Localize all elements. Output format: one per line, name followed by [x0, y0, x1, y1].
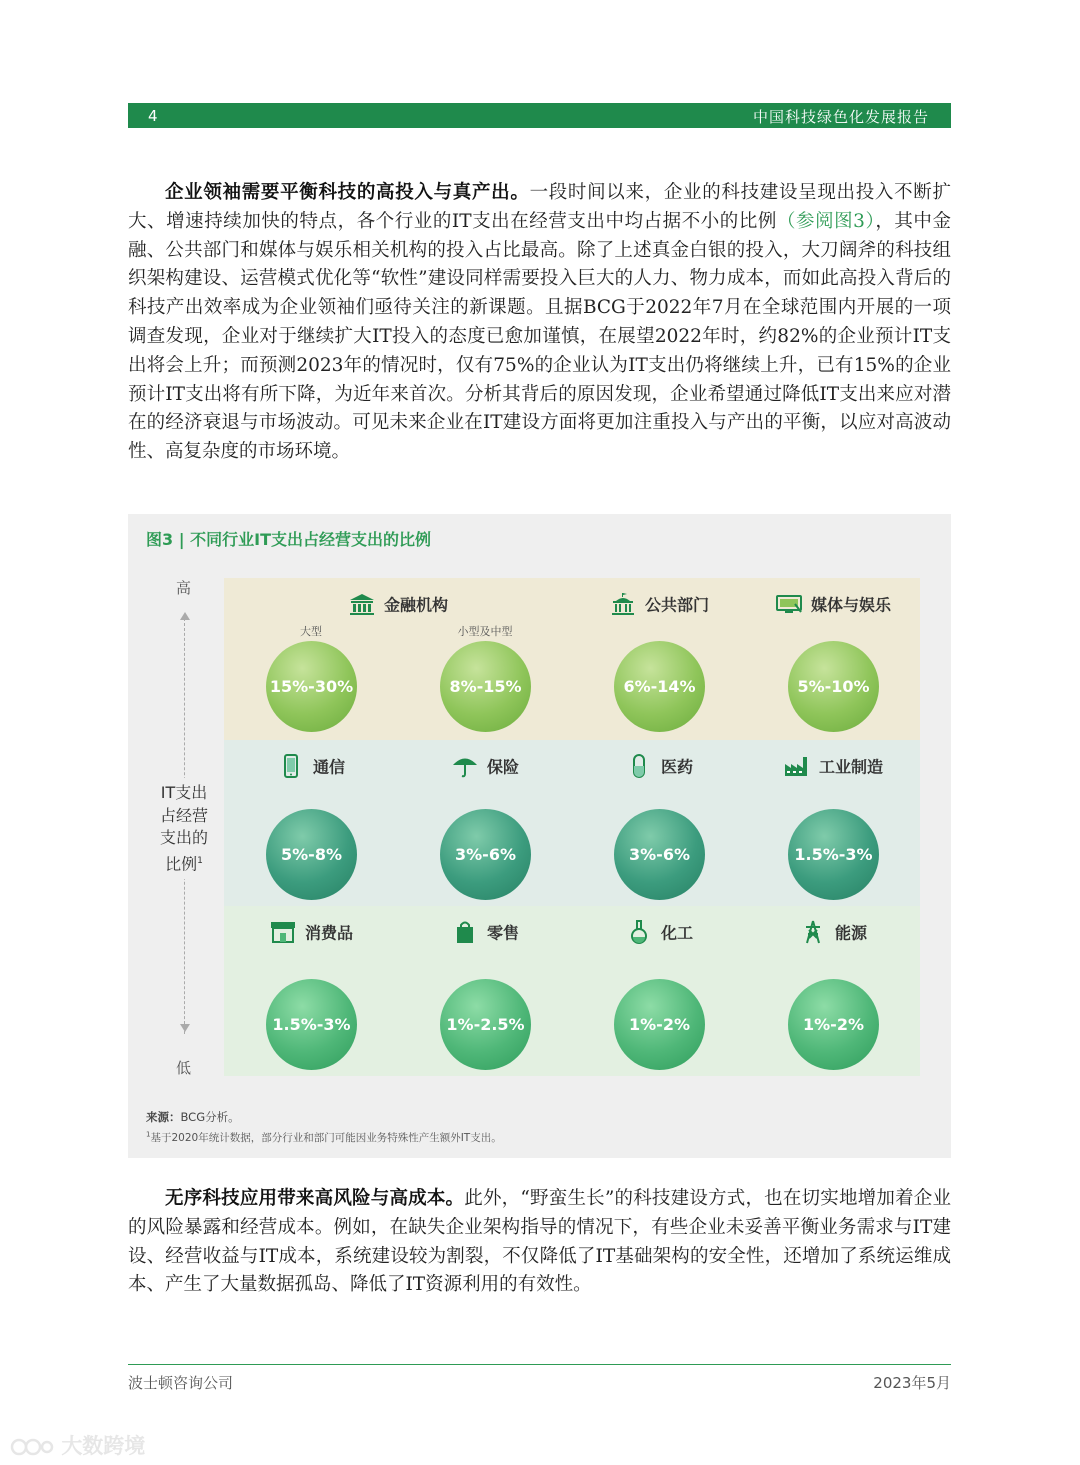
government-building-icon	[609, 592, 637, 616]
flask-icon	[625, 920, 653, 944]
cell-consumer-goods	[224, 906, 398, 1076]
industry-label: 媒体与娱乐	[810, 595, 891, 615]
axis-low-label: 低	[176, 1059, 192, 1077]
industry-header	[572, 592, 746, 616]
industry-label: 医药	[660, 757, 693, 777]
industry-label: 化工	[660, 923, 693, 943]
ratio-circle: 1%-2%	[788, 979, 879, 1070]
paragraph-1	[128, 179, 951, 467]
figure-3	[128, 514, 951, 1158]
industry-header	[398, 920, 572, 944]
ratio-circle: 1%-2.5%	[440, 979, 531, 1070]
watermark	[10, 1430, 145, 1460]
band-high	[224, 578, 920, 740]
cell-pharma	[572, 740, 746, 906]
footer-date: 2023年5月	[873, 1374, 951, 1392]
industry-header	[224, 754, 398, 778]
paragraph-1-text-b: ，其中金融、公共部门和媒体与娱乐相关机构的投入占比最高。除了上述真金白银的投入，大刀阔斧的科技组织架构建设、运营模式优化等“软性”建设同样需要投入巨大的人力、物力成本，而如此高投入背后的科技产出效率成为企业领袖们亟待关注的新课题。且据BCG于2022年7月在全球范围内开展的一项调查发现，企业对于继续扩大IT投入的态度已愈加谨慎，在展望2022年时，约82%的企业预计IT支出将会上升；而预测2023年的情况时，仅有75%的企业认为IT支出仍将继续上升，已有15%的企业预计IT支出将有所下降，为近年来首次。分析其背后的原因发现，企业希望通过降低IT支出来应对潜在的经济衰退与市场波动。可见未来企业在IT建设方面将更加注重投入与产出的平衡，以应对高波动性、高复杂度的市场环境。	[128, 210, 951, 463]
footer-divider	[128, 1364, 951, 1365]
industry-label: 通信	[312, 757, 345, 777]
axis-title-line: 占经营	[159, 805, 208, 825]
axis-title-line: IT支出	[160, 783, 208, 802]
industry-label: 消费品	[304, 923, 353, 943]
factory-icon	[783, 754, 811, 778]
arrow-up-icon	[180, 612, 190, 620]
cell-media-entertainment	[746, 578, 920, 740]
paragraph-2-lead: 无序科技应用带来高风险与高成本。	[165, 1188, 465, 1209]
ratio-circle: 1.5%-3%	[788, 809, 879, 900]
industry-header	[572, 754, 746, 778]
ratio-circle: 3%-6%	[440, 809, 531, 900]
footer-company: 波士顿咨询公司	[128, 1374, 234, 1392]
industry-header	[224, 920, 398, 944]
storefront-icon	[269, 920, 297, 944]
ratio-circle: 5%-8%	[266, 809, 357, 900]
report-title: 中国科技绿色化发展报告	[752, 108, 929, 126]
cell-financial-small-medium	[398, 578, 572, 740]
paragraph-1-text-a: 一段时间以来，企业的科技建设呈现出投入不断扩大、增速持续加快的特点，各个行业的IT支出在经营支出中均占据不小的比例	[128, 182, 951, 232]
industry-label: 公共部门	[644, 595, 709, 615]
umbrella-icon	[451, 754, 479, 778]
industry-label: 能源	[834, 923, 867, 943]
axis-title-line: 比例$^1$	[165, 853, 203, 873]
cell-insurance	[398, 740, 572, 906]
size-label: 小型及中型	[457, 625, 513, 638]
figure-reference-link[interactable]: （参阅图3）	[776, 210, 876, 232]
industry-header	[746, 592, 920, 616]
ratio-circle: 1.5%-3%	[266, 979, 357, 1070]
axis-title-line: 支出的	[159, 828, 208, 847]
mobile-phone-icon	[277, 754, 305, 778]
ratio-circle: 6%-14%	[614, 641, 705, 732]
figure-source: 来源：BCG分析。	[146, 1110, 240, 1124]
header-bar	[128, 103, 951, 128]
cell-manufacturing	[746, 740, 920, 906]
figure-footnote: $^1$基于2020年统计数据，部分行业和部门可能因业务特殊性产生额外IT支出。	[146, 1130, 502, 1144]
paragraph-1-lead: 企业领袖需要平衡科技的高投入与真产出。	[165, 182, 530, 203]
industry-label: 保险	[486, 757, 519, 777]
footnote-marker: 1	[197, 855, 203, 866]
tv-icon	[775, 592, 803, 616]
band-mid	[224, 740, 920, 906]
shopping-bag-icon	[451, 920, 479, 944]
axis-title	[148, 778, 220, 879]
paragraph-2	[128, 1185, 951, 1300]
capsule-icon	[625, 754, 653, 778]
industry-header	[746, 920, 920, 944]
power-tower-icon	[799, 920, 827, 944]
size-label: 大型	[300, 625, 322, 638]
paragraph-2-text: 此外，“野蛮生长”的科技建设方式，也在切实地增加着企业的风险暴露和经营成本。例如，在缺失企业架构指导的情况下，有些企业未妥善平衡业务需求与IT建设、经营收益与IT成本，系统建设较为割裂，不仅降低了IT基础架构的安全性，还增加了系统运维成本、产生了大量数据孤岛、降低了IT资源利用的有效性。	[128, 1188, 951, 1296]
ratio-circle: 5%-10%	[788, 641, 879, 732]
axis-high-label: 高	[176, 579, 192, 597]
industry-header	[746, 754, 920, 778]
cell-telecom	[224, 740, 398, 906]
ratio-circle: 1%-2%	[614, 979, 705, 1070]
cell-public-sector	[572, 578, 746, 740]
cell-energy	[746, 906, 920, 1076]
industry-header	[572, 920, 746, 944]
page-number: 4	[148, 107, 158, 125]
ratio-circle: 3%-6%	[614, 809, 705, 900]
watermark-text: 大数跨境	[61, 1434, 146, 1458]
figure-title: 图3 | 不同行业IT支出占经营支出的比例	[146, 530, 431, 549]
cell-chemicals	[572, 906, 746, 1076]
ratio-circle: 8%-15%	[440, 641, 531, 732]
watermark-logo-icon	[10, 1436, 54, 1458]
industry-label: 金融机构	[383, 595, 448, 615]
industry-label: 零售	[486, 923, 519, 943]
arrow-down-icon	[180, 1024, 190, 1032]
ratio-circle: 15%-30%	[266, 641, 357, 732]
cell-retail	[398, 906, 572, 1076]
industry-header	[398, 754, 572, 778]
industry-label: 工业制造	[818, 757, 883, 777]
cell-financial-large	[224, 578, 398, 740]
band-low	[224, 906, 920, 1076]
